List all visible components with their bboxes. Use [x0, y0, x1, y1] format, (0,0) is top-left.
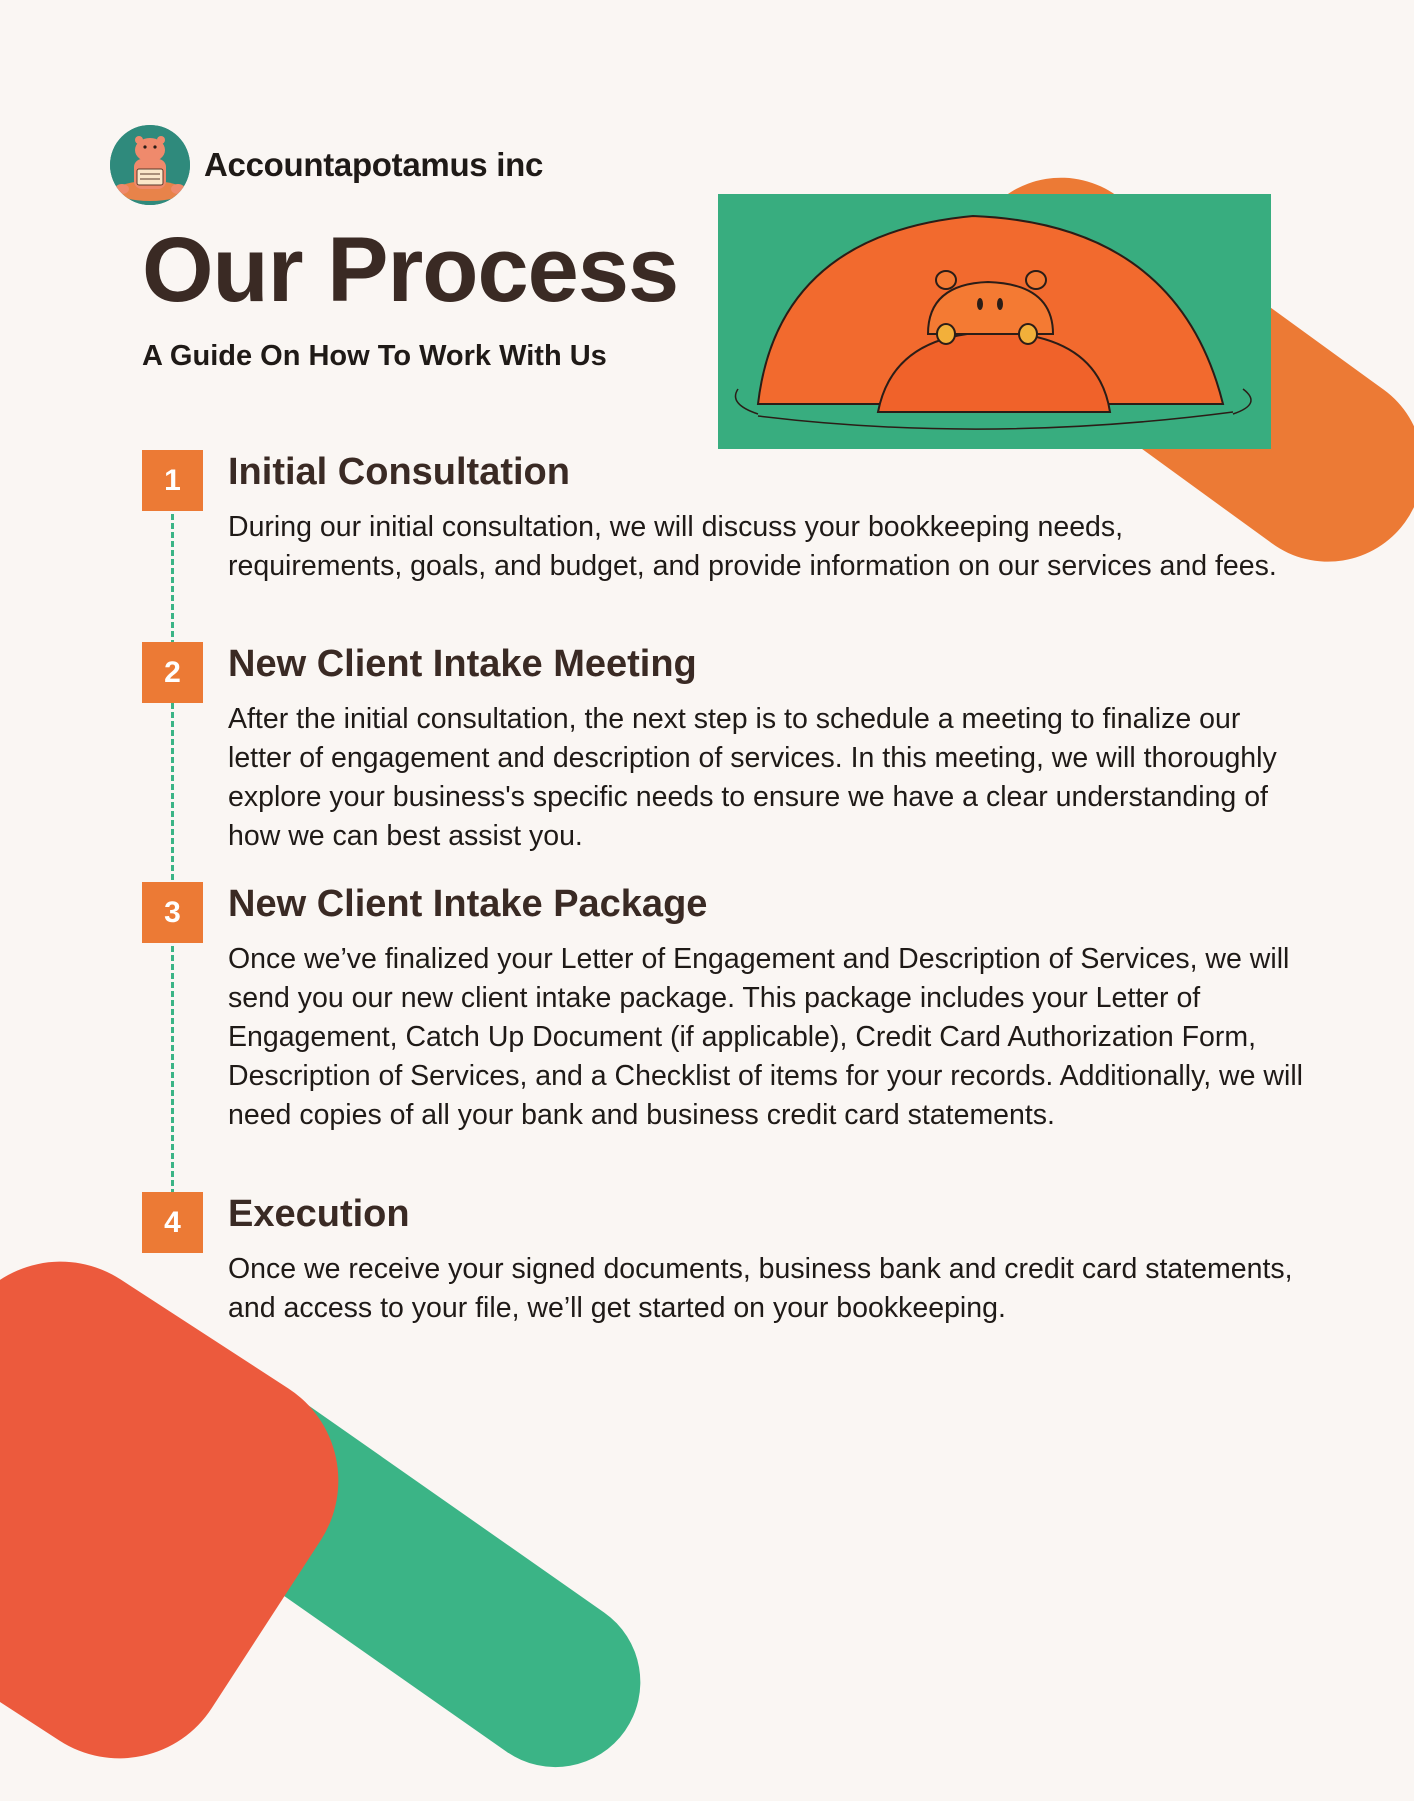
step-title: Execution	[228, 1193, 410, 1235]
step-title: New Client Intake Package	[228, 883, 708, 925]
step-description: Once we receive your signed documents, business bank and credit card statements, and access to your file, we’ll get started on your bookkeeping.	[228, 1253, 1293, 1324]
page-subtitle: A Guide On How To Work With Us	[142, 340, 607, 372]
step-number-badge: 2	[142, 642, 203, 703]
timeline-connector	[171, 505, 174, 1195]
step-description: Once we’ve finalized your Letter of Engagement and Description of Services, we will send you our new client intake package. This package includes your Letter of Engagement, Catch Up Document (if applicable), Credit Card Authorization Form, Description of Services, and a Checklist of items for your records. Additionally, we will need copies of all your bank and business credit card statements.	[228, 943, 1303, 1131]
step-title: New Client Intake Meeting	[228, 643, 697, 685]
step-description: After the initial consultation, the next step is to schedule a meeting to finalize our letter of engagement and description of services. In this meeting, we will thoroughly explore your business's specific needs to ensure we have a clear understanding of how we can best assist you.	[228, 703, 1277, 852]
step-title: Initial Consultation	[228, 451, 570, 493]
step-number-badge: 4	[142, 1192, 203, 1253]
brand-name: Accountapotamus inc	[204, 146, 544, 183]
step-number-badge: 3	[142, 882, 203, 943]
brand-header	[110, 125, 543, 205]
step-number-badge: 1	[142, 450, 203, 511]
step-description: During our initial consultation, we will discuss your bookkeeping needs, requirements, goals, and budget, and provide information on our services and fees.	[228, 511, 1277, 582]
page-title: Our Process	[142, 219, 679, 321]
hippo-logo-icon	[110, 125, 190, 205]
hippo-illustration	[718, 194, 1271, 449]
